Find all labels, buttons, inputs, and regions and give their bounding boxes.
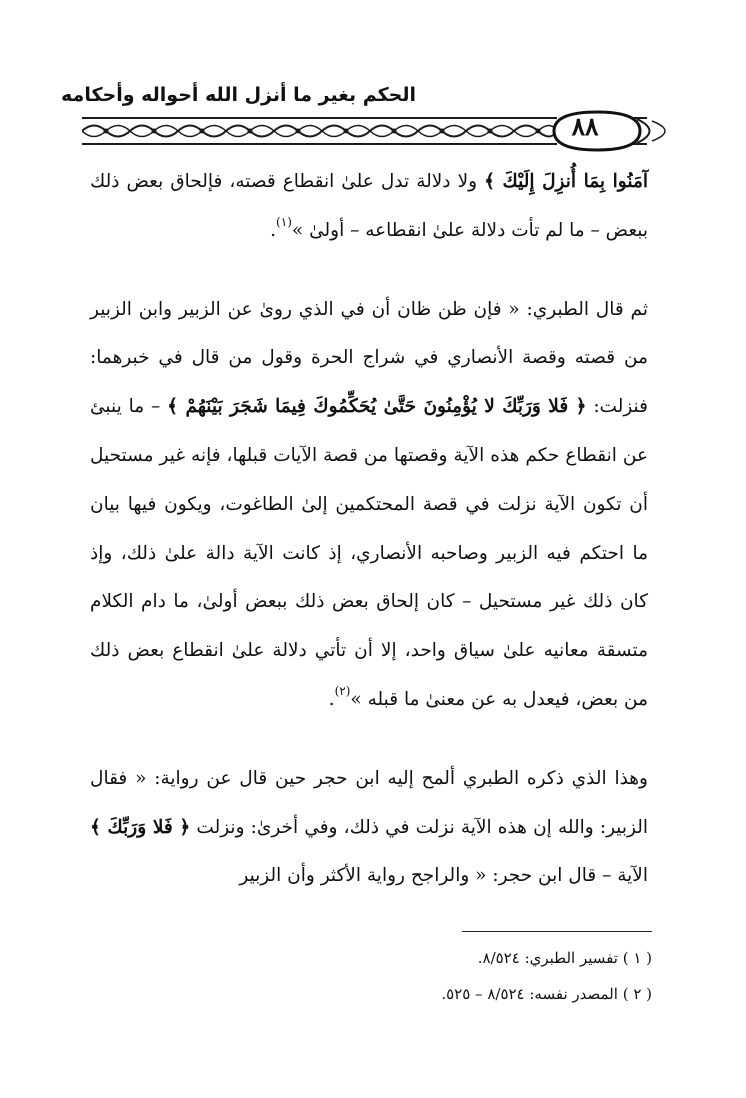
main-text — [90, 158, 648, 901]
paragraph-1-end: . — [270, 219, 277, 241]
paragraph-3 — [90, 755, 648, 901]
paragraph-1 — [90, 158, 648, 256]
paragraph-2 — [90, 286, 648, 725]
footnote-ref-1: (١) — [276, 214, 292, 229]
running-title: الحكم بغير ما أنزل الله أحواله وأحكامه — [61, 84, 416, 106]
paragraph-2-text-a: ثم قال الطبري: « فإن ظن ظان أن في الذي روىٰ عن الزبير وابن الزبير من قصته وقصة الأنصاري في شراج الحرة وقول من قال في خبرهما: فنزلت: — [90, 298, 648, 418]
paragraph-1-text: ولا دلالة تدل علىٰ انقطاع قصته، فإلحاق بعض ذلك ببعض – ما لم تأت دلالة علىٰ انقطاعه – أولىٰ » — [90, 171, 648, 241]
paragraph-2-text-b: – ما ينبئ عن انقطاع حكم هذه الآية وقصتها من قصة الآيات قبلها، فإنه غير مستحيل أن تكون الآية نزلت في قصة المحتكمين إلىٰ الطاغوت، ويكون فيها بيان ما احتكم فيه الزبير وصاحبه الأنصاري، إذ كانت الآية دالة علىٰ ذلك، وإذ كان ذلك غير مستحيل – كان إلحاق بعض ذلك ببعض أولىٰ، ما دام الكلام متسقة معانيه علىٰ سياق واحد، إلا أن تأتي دلالة علىٰ انقطاع بعض ذلك من بعض، فيعدل به عن معنىٰ ما قبله » — [90, 396, 648, 710]
footnote-separator — [462, 931, 652, 932]
page-number: ٨٨ — [571, 112, 599, 141]
footnote-2: ( ٢ ) المصدر نفسه: ٨/٥٢٤ – ٥٢٥. — [441, 985, 652, 1003]
paragraph-3-text-a: وهذا الذي ذكره الطبري ألمح إليه ابن حجر حين قال عن رواية: « فقال الزبير: والله إن هذه الآية نزلت في ذلك، وفي أخرىٰ: ونزلت — [90, 767, 648, 838]
paragraph-2-end: . — [328, 688, 335, 710]
footnote-1: ( ١ ) تفسير الطبري: ٨/٥٢٤. — [477, 949, 652, 967]
paragraph-3-text-b: الآية – قال ابن حجر: « والراجح رواية الأكثر وأن الزبير — [239, 865, 648, 887]
quran-verse: ﴿ فَلا وَرَبِّكَ ﴾ — [90, 816, 191, 838]
footnotes — [92, 940, 652, 1012]
footnote-ref-2: (٢) — [334, 683, 351, 698]
quran-verse: آمَنُوا بِمَا أُنزِلَ إِلَيْكَ ﴾ — [484, 171, 648, 192]
quran-verse: ﴿ فَلا وَرَبِّكَ لا يُؤْمِنُونَ حَتَّىٰ يُحَكِّمُوكَ فِيمَا شَجَرَ بَيْنَهُمْ ﴾ — [167, 396, 587, 418]
